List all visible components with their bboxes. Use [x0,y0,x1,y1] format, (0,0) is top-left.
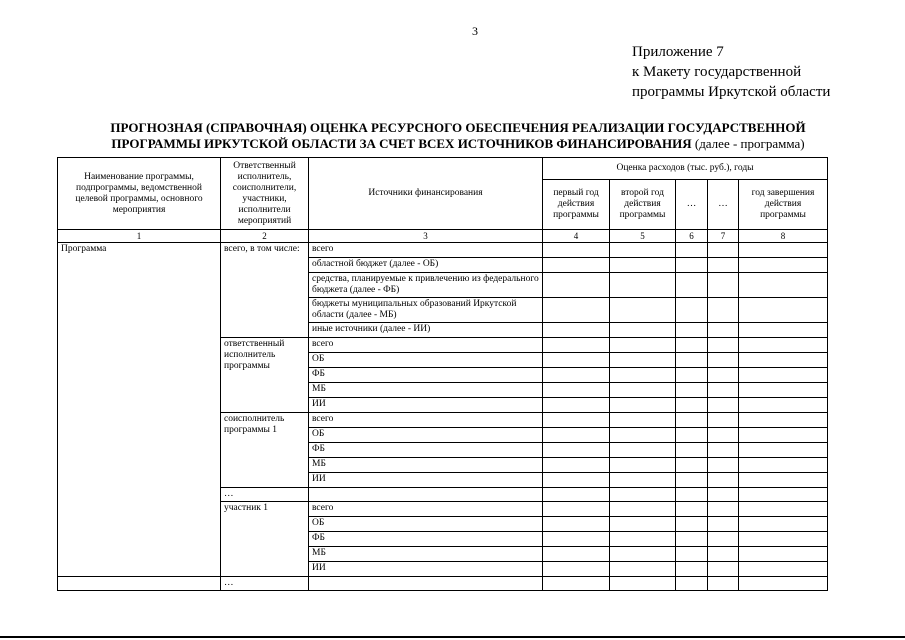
financing-table [57,157,828,591]
column-numbers-row [58,230,828,243]
source-cell: ОБ [309,353,543,368]
header-executor: Ответственный исполнитель, соисполнители, участники, исполнители мероприятий [221,158,309,230]
appendix-line-2: к Макету государственной [632,64,802,80]
group-participant: участник 1 [221,502,309,577]
source-cell: ИИ [309,473,543,488]
page-number: 3 [472,24,478,38]
table-row [58,577,828,591]
source-cell: всего [309,502,543,517]
page-bottom-edge [0,636,905,638]
column-number: 1 [58,230,221,243]
column-number: 5 [610,230,676,243]
header-dots-2: … [708,180,739,230]
document-title [70,120,846,152]
source-cell: МБ [309,383,543,398]
group-coexecutor: соисполнитель программы 1 [221,413,309,488]
program-label-cell: Программа [58,243,221,577]
header-estimate: Оценка расходов (тыс. руб.), годы [543,158,828,180]
source-cell: ФБ [309,443,543,458]
appendix-line-3: программы Иркутской области [632,84,831,100]
column-number: 6 [676,230,708,243]
ellipsis-cell: … [221,488,309,502]
source-cell: средства, планируемые к привлечению из федерального бюджета (далее - ФБ) [309,273,543,298]
ellipsis-cell: … [221,577,309,591]
source-cell: ФБ [309,368,543,383]
source-cell: бюджеты муниципальных образований Иркутской области (далее - МБ) [309,298,543,323]
source-cell: всего [309,413,543,428]
header-sources: Источники финансирования [309,158,543,230]
column-number: 2 [221,230,309,243]
source-cell: ИИ [309,562,543,577]
column-number: 3 [309,230,543,243]
title-line-1: ПРОГНОЗНАЯ (СПРАВОЧНАЯ) ОЦЕНКА РЕСУРСНОГО ОБЕСПЕЧЕНИЯ РЕАЛИЗАЦИИ ГОСУДАРСТВЕННОЙ [110,120,806,135]
group-total: всего, в том числе: [221,243,309,338]
header-year-last: год завершения действия программы [739,180,828,230]
source-cell: иные источники (далее - ИИ) [309,323,543,338]
appendix-caption [632,42,830,102]
column-number: 7 [708,230,739,243]
source-cell: ИИ [309,398,543,413]
source-cell: ФБ [309,532,543,547]
column-number: 4 [543,230,610,243]
header-dots-1: … [676,180,708,230]
title-line-2 [70,136,846,152]
header-year-2: второй год действия программы [610,180,676,230]
source-cell: всего [309,243,543,258]
table-row [58,243,828,258]
source-cell: МБ [309,458,543,473]
header-name: Наименование программы, подпрограммы, ведомственной целевой программы, основного мероприятия [58,158,221,230]
header-year-1: первый год действия программы [543,180,610,230]
source-cell: ОБ [309,428,543,443]
source-cell: ОБ [309,517,543,532]
source-cell: МБ [309,547,543,562]
title-suffix: (далее - программа) [691,136,805,151]
appendix-line-1: Приложение 7 [632,44,724,60]
column-number: 8 [739,230,828,243]
source-cell: областной бюджет (далее - ОБ) [309,258,543,273]
title-line-2-main: ПРОГРАММЫ ИРКУТСКОЙ ОБЛАСТИ ЗА СЧЕТ ВСЕХ ИСТОЧНИКОВ ФИНАНСИРОВАНИЯ [111,136,692,151]
source-cell: всего [309,338,543,353]
group-responsible: ответственный исполнитель программы [221,338,309,413]
